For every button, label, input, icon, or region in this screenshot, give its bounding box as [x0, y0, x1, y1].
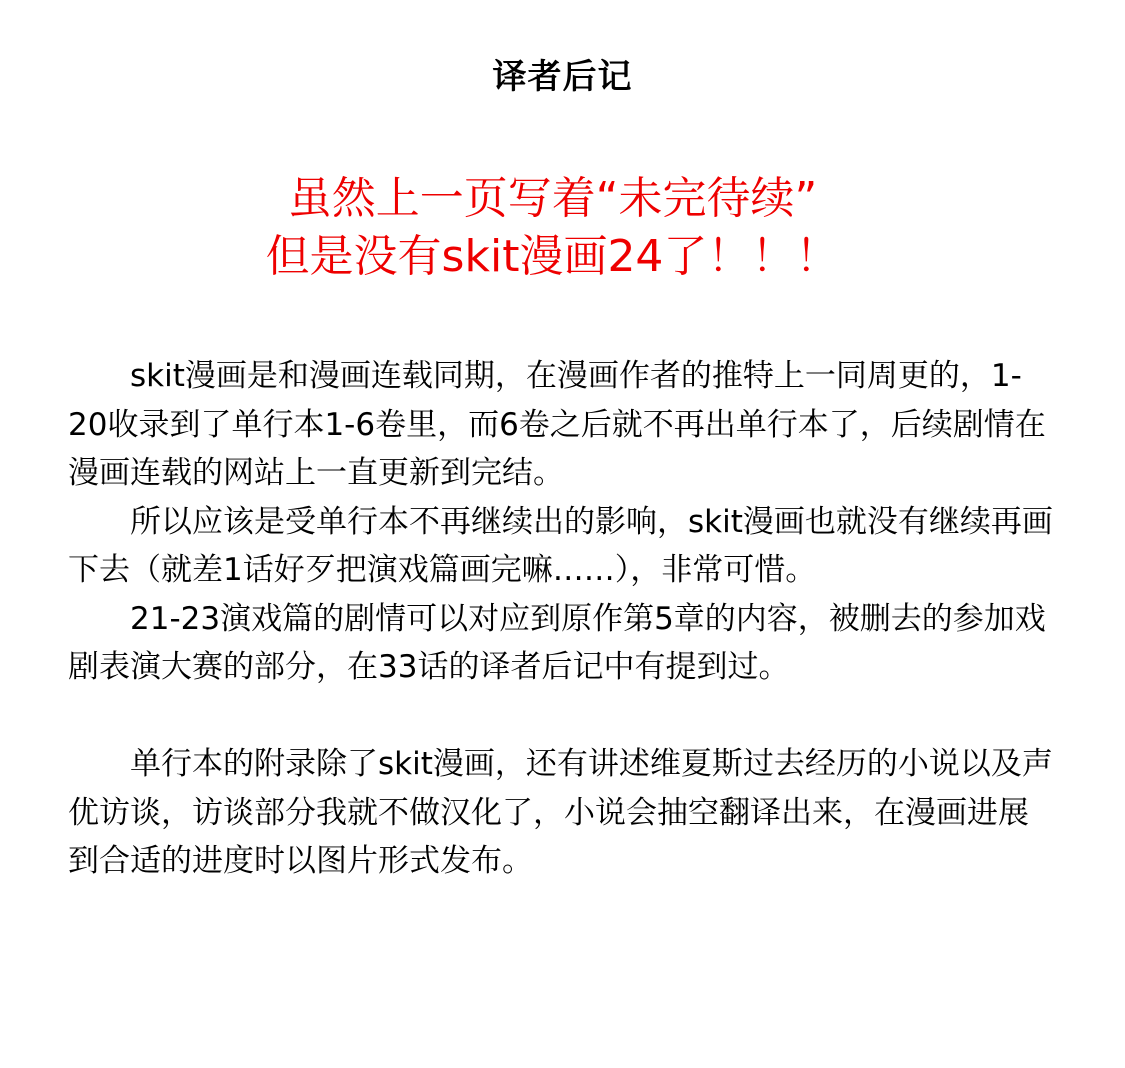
paragraph-gap [68, 692, 1058, 741]
paragraph-3: 21-23演戏篇的剧情可以对应到原作第5章的内容，被删去的参加戏剧表演大赛的部分，在33话的译者后记中有提到过。 [68, 600, 1046, 685]
notice-line-1: 虽然上一页写着“未完待续” [287, 173, 818, 224]
page-title: 译者后记 [492, 57, 633, 97]
paragraph-1: skit漫画是和漫画连载同期，在漫画作者的推特上一同周更的，1-20收录到了单行本1-6卷里，而6卷之后就不再出单行本了，后续剧情在漫画连载的网站上一直更新到完结。 [68, 358, 1046, 491]
notice-line-2: 但是没有skit漫画24了！！！ [265, 231, 840, 282]
afterword-body [68, 352, 1058, 886]
paragraph-4: 单行本的附录除了skit漫画，还有讲述维夏斯过去经历的小说以及声优访谈，访谈部分我就不做汉化了，小说会抽空翻译出来，在漫画进展到合适的进度时以图片形式发布。 [68, 746, 1053, 879]
paragraph-2: 所以应该是受单行本不再继续出的影响，skit漫画也就没有继续再画下去（就差1话好歹把演戏篇画完嘛……），非常可惜。 [68, 503, 1053, 588]
red-notice [0, 170, 1105, 286]
